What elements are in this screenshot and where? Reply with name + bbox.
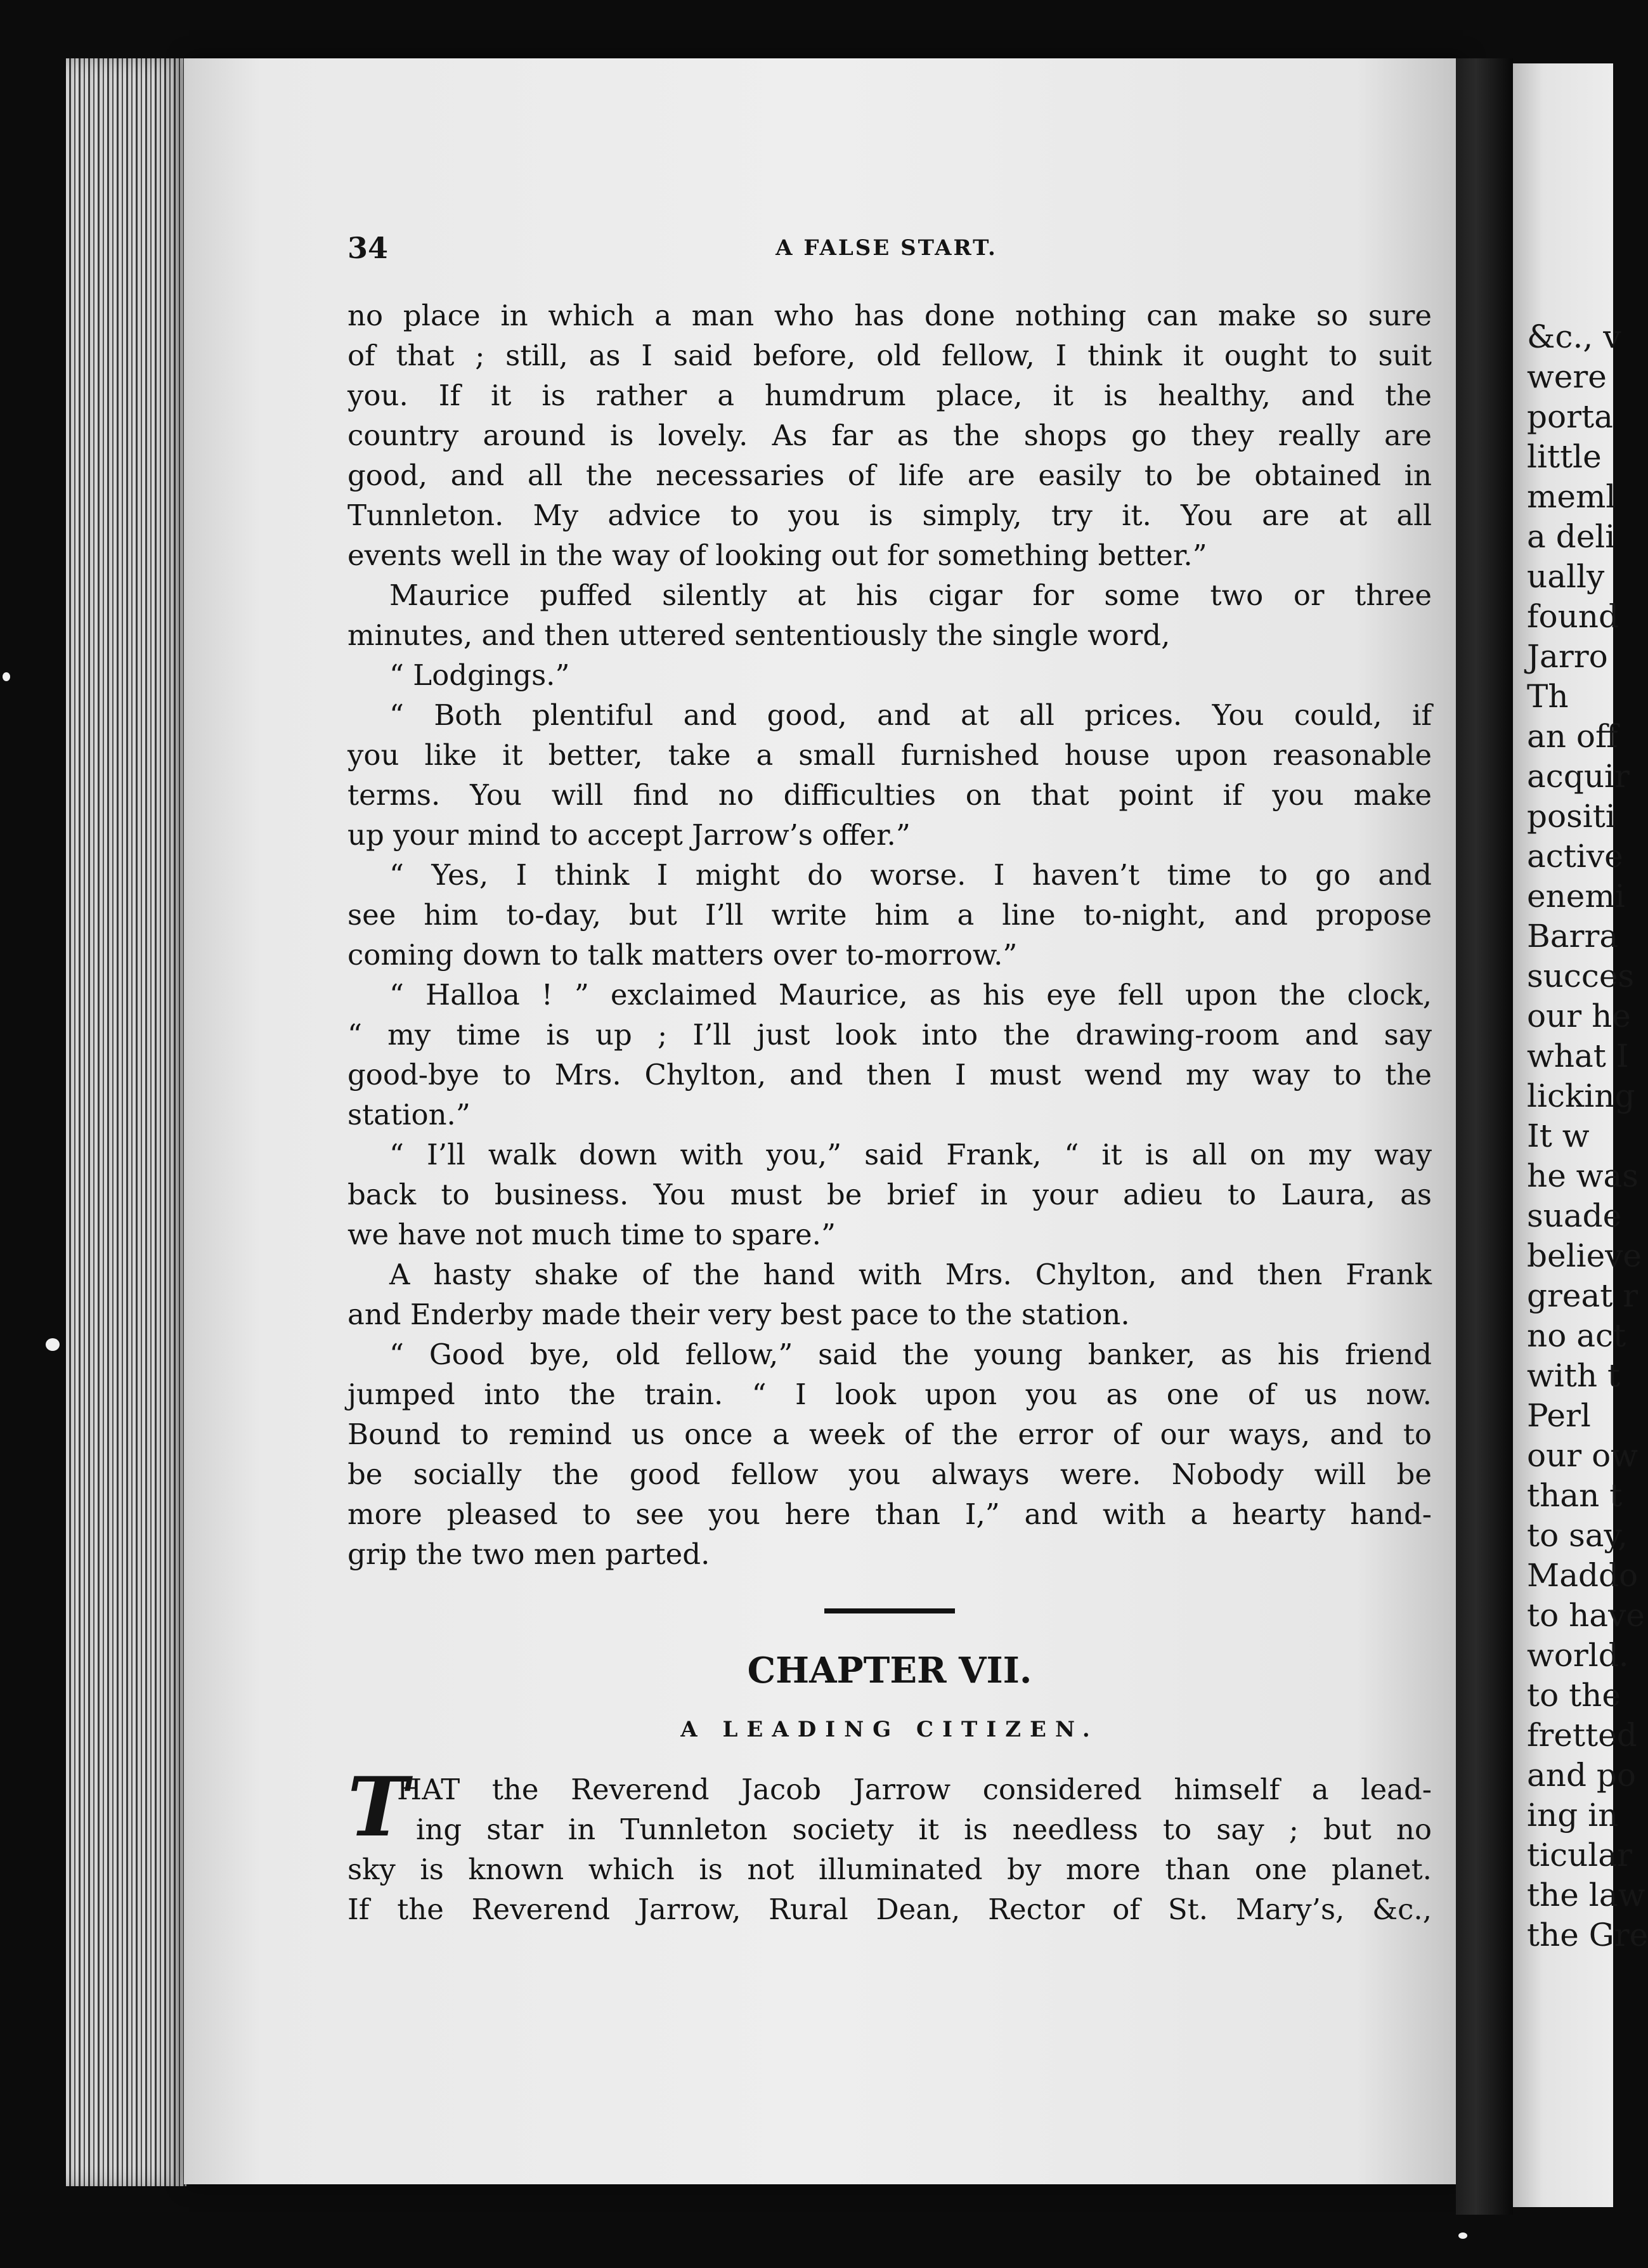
text-line: events well in the way of looking out for something better.” bbox=[347, 538, 1207, 572]
facing-text-fragment: to the bbox=[1527, 1677, 1621, 1714]
text-line: of that ; still, as I said before, old fellow, I think it ought to suit bbox=[347, 339, 1432, 372]
book-gutter bbox=[1456, 58, 1513, 2215]
facing-text-fragment: acquir bbox=[1527, 758, 1630, 795]
facing-text-fragment: little bbox=[1527, 438, 1602, 475]
running-head bbox=[347, 226, 1425, 270]
text-line: Bound to remind us once a week of the error of our ways, and to bbox=[347, 1418, 1432, 1451]
facing-text-fragment: to have bbox=[1527, 1597, 1645, 1634]
facing-text-fragment: no act bbox=[1527, 1317, 1626, 1354]
facing-text-fragment: a deli bbox=[1527, 518, 1616, 555]
facing-text-fragment: It w bbox=[1527, 1118, 1590, 1154]
facing-text-fragment: &c., v bbox=[1527, 318, 1621, 355]
text-line: no place in which a man who has done nothing can make so sure bbox=[347, 299, 1432, 332]
text-line: back to business. You must be brief in your adieu to Laura, as bbox=[347, 1178, 1432, 1211]
text-line: Tunnleton. My advice to you is simply, try it. You are at all bbox=[347, 499, 1432, 532]
chapter-text-line: sky is known which is not illuminated by more than one planet. bbox=[347, 1853, 1432, 1886]
text-line: “ Lodgings.” bbox=[389, 658, 570, 692]
text-line: “ I’ll walk down with you,” said Frank, “ it is all on my way bbox=[389, 1138, 1432, 1171]
facing-text-fragment: the Gre bbox=[1527, 1917, 1648, 1953]
drop-cap: T bbox=[347, 1760, 408, 1855]
text-line: you. If it is rather a humdrum place, it is healthy, and the bbox=[347, 379, 1432, 412]
facing-text-fragment: than t bbox=[1527, 1477, 1623, 1514]
text-line: minutes, and then uttered sententiously the single word, bbox=[347, 618, 1171, 652]
text-line: “ Yes, I think I might do worse. I haven’t time to go and bbox=[389, 858, 1432, 892]
text-line: “ Good bye, old fellow,” said the young banker, as his friend bbox=[389, 1338, 1432, 1371]
facing-text-fragment: Jarro bbox=[1527, 638, 1608, 675]
scan-speck bbox=[1458, 2232, 1467, 2239]
facing-text-fragment: ing in bbox=[1527, 1797, 1619, 1834]
text-line: jumped into the train. “ I look upon you as one of us now. bbox=[347, 1378, 1432, 1411]
running-title: A FALSE START. bbox=[775, 235, 997, 261]
facing-text-fragment: enemi bbox=[1527, 878, 1625, 915]
text-line: good, and all the necessaries of life are easily to be obtained in bbox=[347, 459, 1432, 492]
facing-text-fragment: to say, bbox=[1527, 1517, 1628, 1554]
text-line: country around is lovely. As far as the shops go they really are bbox=[347, 419, 1432, 452]
chapter-title: CHAPTER VII. bbox=[747, 1650, 1032, 1691]
text-line: you like it better, take a small furnished house upon reasonable bbox=[347, 738, 1432, 772]
text-line: station.” bbox=[347, 1098, 470, 1131]
facing-text-fragment: with t bbox=[1527, 1357, 1621, 1394]
facing-text-fragment: positi bbox=[1527, 798, 1616, 835]
text-line: coming down to talk matters over to-morrow.” bbox=[347, 938, 1018, 972]
facing-text-fragment: licking bbox=[1527, 1078, 1635, 1114]
chapter-opening bbox=[347, 1760, 1432, 1929]
text-line: be socially the good fellow you always were. Nobody will be bbox=[347, 1457, 1432, 1491]
text-line: we have not much time to spare.” bbox=[347, 1218, 836, 1251]
chapter-text-line: ing star in Tunnleton society it is needless to say ; but no bbox=[416, 1813, 1432, 1846]
facing-text-fragment: succes bbox=[1527, 958, 1635, 994]
facing-text-fragment: an off bbox=[1527, 718, 1618, 755]
facing-text-fragment: Th bbox=[1527, 678, 1569, 715]
facing-text-fragment: believe bbox=[1527, 1237, 1642, 1274]
facing-text-fragment: were bbox=[1527, 358, 1607, 395]
page-number: 34 bbox=[347, 231, 389, 265]
facing-text-fragment: meml bbox=[1527, 478, 1616, 515]
text-line: “ my time is up ; I’ll just look into the drawing-room and say bbox=[347, 1018, 1432, 1052]
facing-text-fragment: world. bbox=[1527, 1637, 1629, 1674]
chapter-subtitle: A LEADING CITIZEN. bbox=[680, 1717, 1099, 1742]
text-line: “ Halloa ! ” exclaimed Maurice, as his eye fell upon the clock, bbox=[389, 978, 1432, 1012]
facing-text-fragment: our he bbox=[1527, 998, 1631, 1034]
chapter-text-line: HAT the Reverend Jacob Jarrow considered himself a lead- bbox=[397, 1773, 1432, 1806]
facing-text-fragment: he was bbox=[1527, 1157, 1638, 1194]
facing-text-fragment: fretted bbox=[1527, 1717, 1637, 1754]
body-paragraphs bbox=[347, 296, 1432, 1574]
text-line: see him to-day, but I’ll write him a line to-night, and propose bbox=[347, 898, 1432, 932]
facing-text-fragment: what I bbox=[1527, 1038, 1629, 1074]
facing-text-fragment: great r bbox=[1527, 1277, 1638, 1314]
facing-text-fragment: ticular bbox=[1527, 1837, 1632, 1874]
facing-text-fragment: and po bbox=[1527, 1757, 1637, 1794]
facing-text-fragment: suade bbox=[1527, 1197, 1622, 1234]
text-line: up your mind to accept Jarrow’s offer.” bbox=[347, 818, 911, 852]
facing-text-fragment: active bbox=[1527, 838, 1623, 875]
chapter-text-line: If the Reverend Jarrow, Rural Dean, Rector of St. Mary’s, &c., bbox=[347, 1893, 1432, 1926]
facing-text-fragment: the law bbox=[1527, 1877, 1645, 1913]
facing-page bbox=[1513, 63, 1648, 2207]
text-line: Maurice puffed silently at his cigar for some two or three bbox=[389, 578, 1432, 612]
facing-text-fragment: found bbox=[1527, 598, 1619, 635]
facing-text-fragment: Perl bbox=[1527, 1397, 1591, 1434]
text-line: terms. You will find no difficulties on that point if you make bbox=[347, 778, 1432, 812]
text-line: “ Both plentiful and good, and at all prices. You could, if bbox=[389, 698, 1432, 732]
text-line: more pleased to see you here than I,” and with a hearty hand- bbox=[347, 1497, 1432, 1531]
stacked-page-edges bbox=[66, 58, 186, 2186]
chapter-text bbox=[347, 1760, 1432, 1929]
page-text bbox=[347, 296, 1432, 1929]
scan-speck bbox=[3, 672, 10, 681]
text-line: good-bye to Mrs. Chylton, and then I must wend my way to the bbox=[347, 1058, 1432, 1092]
facing-text-fragment: porta bbox=[1527, 398, 1613, 435]
section-rule bbox=[824, 1608, 955, 1613]
scan-speck bbox=[46, 1338, 60, 1351]
facing-text-fragment: Barra bbox=[1527, 918, 1619, 955]
facing-text-fragment: Maddo bbox=[1527, 1557, 1638, 1594]
facing-text-fragment: ually bbox=[1527, 558, 1605, 595]
text-line: grip the two men parted. bbox=[347, 1537, 710, 1571]
text-line: and Enderby made their very best pace to the station. bbox=[347, 1298, 1130, 1331]
text-line: A hasty shake of the hand with Mrs. Chylton, and then Frank bbox=[389, 1258, 1432, 1291]
facing-text-fragment: our ow bbox=[1527, 1437, 1638, 1474]
